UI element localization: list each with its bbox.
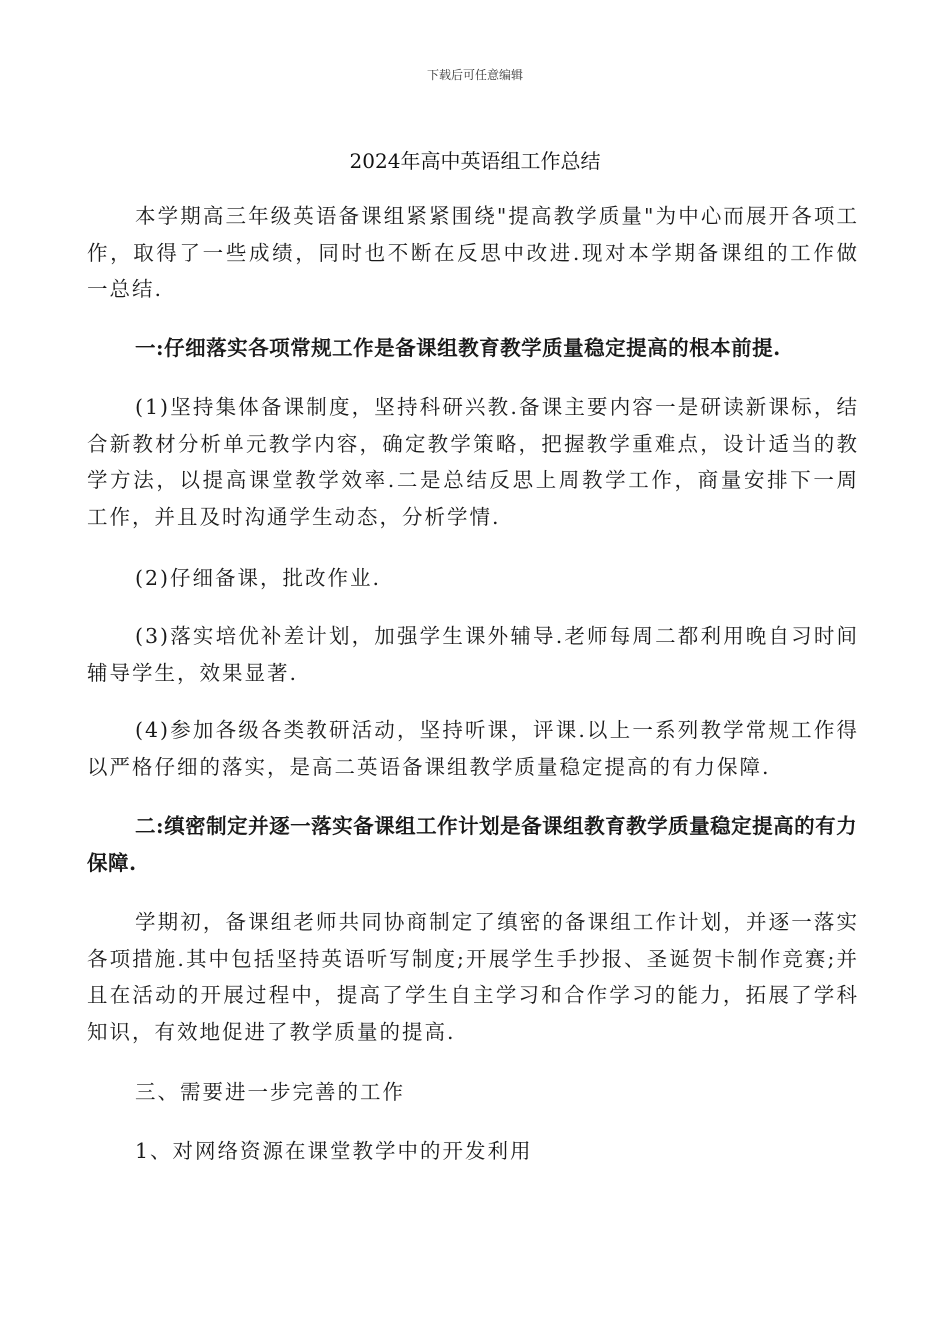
section1-item-2: (2)仔细备课，批改作业. [135, 566, 382, 590]
header-note: 下载后可任意编辑 [426, 68, 523, 82]
section1-heading: 一:仔细落实各项常规工作是备课组教育教学质量稳定提高的根本前提. [135, 336, 781, 360]
section1-item-4: (4)参加各级各类教研活动，坚持听课，评课.以上一系列教学常规工作得以严格仔细的落实，是高二英语备课组教学质量稳定提高的有力保障. [87, 718, 859, 779]
section2-heading: 二:缜密制定并逐一落实备课组工作计划是备课组教育教学质量稳定提高的有力保障. [87, 814, 858, 875]
section1-item-1: (1)坚持集体备课制度，坚持科研兴教.备课主要内容一是研读新课标，结合新教材分析单元教学内容，确定教学策略，把握教学重难点，设计适当的教学方法，以提高课堂教学效率.二是总结反思上周教学工作，商量安排下一周工作，并且及时沟通学生动态，分析学情. [87, 395, 859, 529]
section1-item-3: (3)落实培优补差计划，加强学生课外辅导.老师每周二都利用晚自习时间辅导学生，效果显著. [87, 624, 859, 685]
document-title: 2024年高中英语组工作总结 [349, 149, 601, 173]
intro-paragraph: 本学期高三年级英语备课组紧紧围绕"提高教学质量"为中心而展开各项工作，取得了一些成绩，同时也不断在反思中改进.现对本学期备课组的工作做一总结. [87, 204, 859, 301]
section3-item-1: 1、对网络资源在课堂教学中的开发利用 [135, 1139, 533, 1163]
section3-heading: 三、需要进一步完善的工作 [135, 1080, 405, 1104]
section2-body: 学期初，备课组老师共同协商制定了缜密的备课组工作计划，并逐一落实各项措施.其中包括坚持英语听写制度;开展学生手抄报、圣诞贺卡制作竞赛;并且在活动的开展过程中，提高了学生自主学习和合作学习的能力，拓展了学科知识，有效地促进了教学质量的提高. [87, 910, 859, 1044]
